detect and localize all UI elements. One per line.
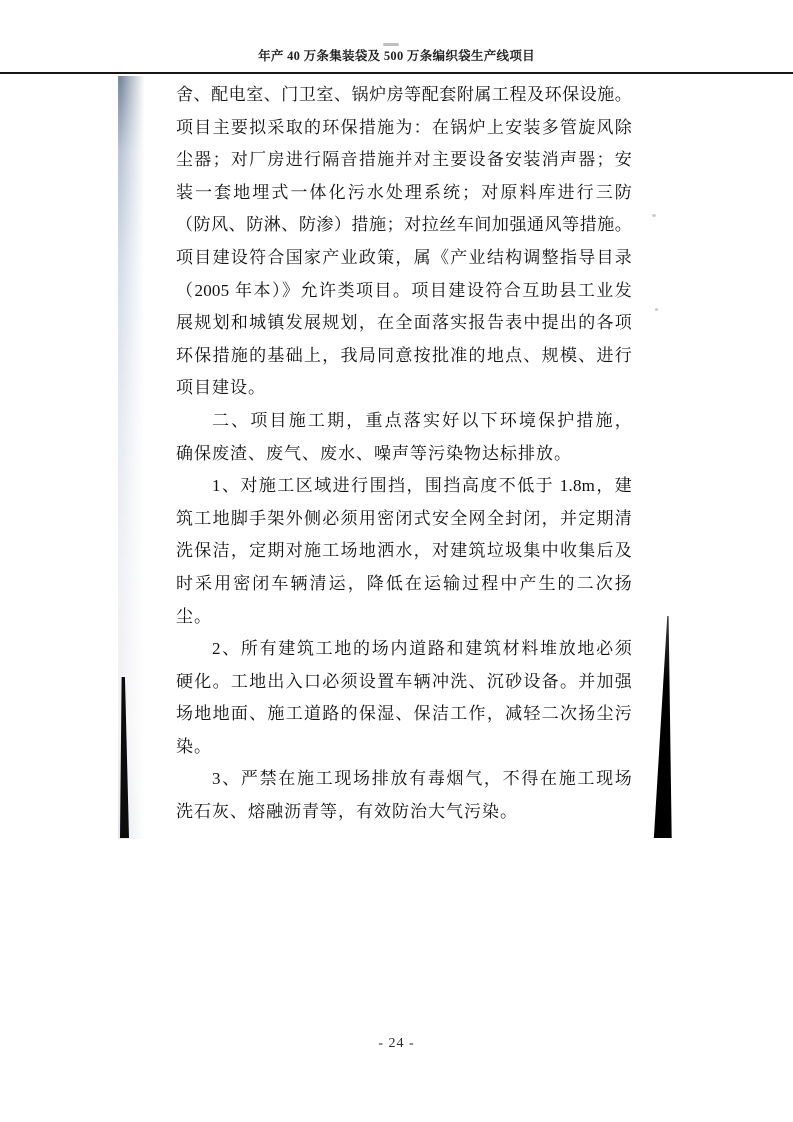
text-line: （2005 年本）》允许类项目。项目建设符合互助县工业发: [176, 280, 632, 300]
document-body: [176, 79, 632, 829]
text-line: 染。: [176, 736, 212, 756]
header-divider: [0, 72, 793, 74]
text-line: 尘。: [176, 606, 212, 626]
scan-artifact-right-bar: [651, 616, 673, 838]
text-line: 确保废渣、废气、废水、噪声等污染物达标排放。: [176, 443, 572, 463]
text-line: 洗石灰、熔融沥青等，有效防治大气污染。: [176, 802, 518, 822]
text-line: 展规划和城镇发展规划，在全面落实报告表中提出的各项: [176, 313, 632, 333]
text-line: 项目建设符合国家产业政策，属《产业结构调整指导目录: [176, 247, 632, 267]
text-line: 1、对施工区域进行围挡，围挡高度不低于 1.8m，建: [212, 476, 632, 496]
text-line: （防风、防淋、防渗）措施；对拉丝车间加强通风等措施。: [176, 215, 632, 235]
text-line: 装一套地埋式一体化污水处理系统；对原料库进行三防: [176, 182, 632, 202]
text-line: 洗保洁，定期对施工场地洒水，对建筑垃圾集中收集后及: [176, 541, 632, 561]
page-header-title: 年产 40 万条集装袋及 500 万条编织袋生产线项目: [258, 49, 535, 63]
text-line: 项目建设。: [176, 378, 266, 398]
text-line: 筑工地脚手架外侧必须用密闭式安全网全封闭，并定期清: [176, 508, 632, 528]
text-line: 硬化。工地出入口必须设置车辆冲洗、沉砂设备。并加强: [176, 671, 632, 691]
text-line: 2、所有建筑工地的场内道路和建筑材料堆放地必须: [212, 639, 632, 659]
scan-smudge: [383, 43, 399, 46]
scan-speck: [655, 308, 658, 311]
text-line: 项目主要拟采取的环保措施为：在锅炉上安装多管旋风除: [176, 117, 632, 137]
text-line: 场地地面、施工道路的保湿、保洁工作，减轻二次扬尘污: [176, 704, 632, 724]
text-line: 时采用密闭车辆清运，降低在运输过程中产生的二次扬: [176, 573, 632, 593]
scan-speck: [652, 214, 656, 217]
text-line: 3、严禁在施工现场排放有毒烟气，不得在施工现场: [212, 769, 632, 789]
text-line: 舍、配电室、门卫室、锅炉房等配套附属工程及环保设施。: [176, 85, 632, 104]
page-number: - 24 -: [378, 1036, 415, 1051]
text-line: 二、项目施工期，重点落实好以下环境保护措施，: [212, 410, 632, 430]
text-line: 尘器；对厂房进行隔音措施并对主要设备安装消声器；安: [176, 150, 632, 170]
text-line: 环保措施的基础上，我局同意按批准的地点、规模、进行: [176, 345, 632, 365]
